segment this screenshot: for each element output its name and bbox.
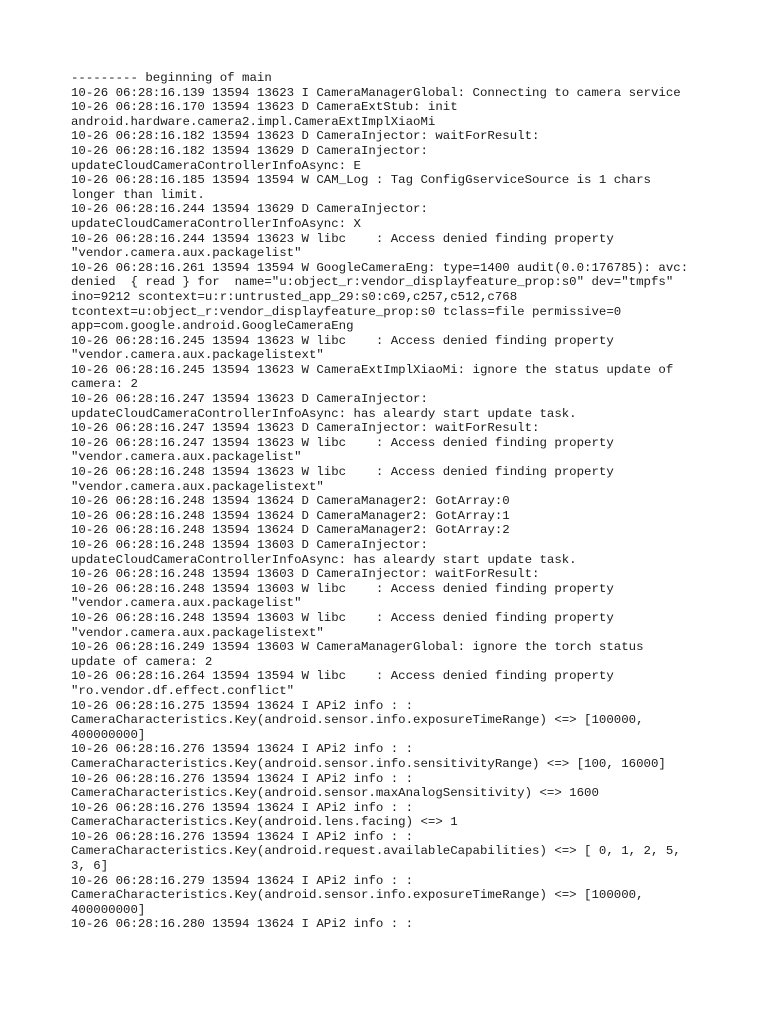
log-line: 10-26 06:28:16.248 13594 13624 D CameraManager2: GotArray:0 [71, 494, 510, 509]
log-line: "ro.vendor.df.effect.conflict" [71, 683, 295, 698]
log-line: 10-26 06:28:16.276 13594 13624 I APi2 info : : [71, 742, 414, 757]
log-line: 10-26 06:28:16.248 13594 13603 D CameraInjector: waitForResult: [71, 567, 540, 582]
log-line: 10-26 06:28:16.280 13594 13624 I APi2 info : : [71, 917, 414, 932]
log-line: ino=9212 scontext=u:r:untrusted_app_29:s0:c69,c257,c512,c768 [71, 289, 518, 304]
log-line: 10-26 06:28:16.244 13594 13623 W libc : Access denied finding property [71, 231, 614, 246]
log-line: "vendor.camera.aux.packagelistext" [71, 348, 324, 363]
log-line: "vendor.camera.aux.packagelist" [71, 450, 302, 465]
log-line: 3, 6] [71, 859, 109, 874]
log-line: CameraCharacteristics.Key(android.request.availableCapabilities) <=> [ 0, 1, 2, 5, [71, 844, 681, 859]
log-line: 10-26 06:28:16.247 13594 13623 W libc : Access denied finding property [71, 435, 614, 450]
log-line: update of camera: 2 [71, 654, 213, 669]
log-line: CameraCharacteristics.Key(android.sensor.maxAnalogSensitivity) <=> 1600 [71, 786, 599, 801]
log-line: updateCloudCameraControllerInfoAsync: has aleardy start update task. [71, 552, 577, 567]
log-line: 10-26 06:28:16.248 13594 13624 D CameraManager2: GotArray:1 [71, 508, 510, 523]
log-line: 10-26 06:28:16.185 13594 13594 W CAM_Log : Tag ConfigGserviceSource is 1 chars [71, 173, 651, 188]
log-line: longer than limit. [71, 187, 205, 202]
log-line: 10-26 06:28:16.276 13594 13624 I APi2 info : : [71, 771, 414, 786]
log-line: 10-26 06:28:16.182 13594 13623 D CameraInjector: waitForResult: [71, 129, 540, 144]
log-line: 10-26 06:28:16.139 13594 13623 I CameraManagerGlobal: Connecting to camera service [71, 85, 681, 100]
log-line: 10-26 06:28:16.182 13594 13629 D CameraInjector: [71, 143, 428, 158]
log-line: camera: 2 [71, 377, 138, 392]
log-line: updateCloudCameraControllerInfoAsync: E [71, 158, 361, 173]
log-line: tcontext=u:object_r:vendor_displayfeature_prop:s0 tclass=file permissive=0 [71, 304, 622, 319]
log-line: "vendor.camera.aux.packagelistext" [71, 625, 324, 640]
log-line: 10-26 06:28:16.245 13594 13623 W CameraExtImplXiaoMi: ignore the status update of [71, 362, 674, 377]
log-line: 10-26 06:28:16.261 13594 13594 W GoogleCameraEng: type=1400 audit(0.0:176785): avc: [71, 260, 689, 275]
log-line: 10-26 06:28:16.248 13594 13624 D CameraManager2: GotArray:2 [71, 523, 510, 538]
log-line: 10-26 06:28:16.248 13594 13603 D CameraInjector: [71, 538, 428, 552]
log-line: 400000000] [71, 902, 146, 917]
log-line: updateCloudCameraControllerInfoAsync: has aleardy start update task. [71, 406, 577, 421]
log-line: 10-26 06:28:16.247 13594 13623 D CameraInjector: waitForResult: [71, 421, 540, 436]
log-line: 10-26 06:28:16.248 13594 13623 W libc : Access denied finding property [71, 465, 614, 480]
log-line: CameraCharacteristics.Key(android.sensor.info.exposureTimeRange) <=> [100000, [71, 888, 644, 903]
log-line: --------- beginning of main [71, 71, 272, 85]
log-text-block [71, 71, 711, 932]
log-line: "vendor.camera.aux.packagelistext" [71, 479, 324, 494]
log-line: 10-26 06:28:16.248 13594 13603 W libc : Access denied finding property [71, 581, 614, 596]
log-line: 10-26 06:28:16.247 13594 13623 D CameraInjector: [71, 392, 428, 407]
log-line: 10-26 06:28:16.170 13594 13623 D CameraExtStub: init [71, 100, 458, 115]
log-line: 400000000] [71, 727, 146, 742]
log-line: 10-26 06:28:16.276 13594 13624 I APi2 info : : [71, 800, 414, 815]
log-line: app=com.google.android.GoogleCameraEng [71, 319, 354, 334]
log-line: 10-26 06:28:16.275 13594 13624 I APi2 info : : [71, 698, 414, 713]
log-line: denied { read } for name="u:object_r:vendor_displayfeature_prop:s0" dev="tmpfs" [71, 275, 674, 290]
log-line: updateCloudCameraControllerInfoAsync: X [71, 216, 361, 231]
log-line: android.hardware.camera2.impl.CameraExtImplXiaoMi [71, 114, 436, 129]
log-line: 10-26 06:28:16.279 13594 13624 I APi2 info : : [71, 873, 414, 888]
log-line: 10-26 06:28:16.244 13594 13629 D CameraInjector: [71, 202, 428, 217]
log-line: CameraCharacteristics.Key(android.sensor.info.sensitivityRange) <=> [100, 16000] [71, 756, 666, 771]
log-line: "vendor.camera.aux.packagelist" [71, 596, 302, 611]
log-line: 10-26 06:28:16.249 13594 13603 W CameraManagerGlobal: ignore the torch status [71, 640, 644, 655]
log-line: 10-26 06:28:16.248 13594 13603 W libc : Access denied finding property [71, 610, 614, 625]
log-line: "vendor.camera.aux.packagelist" [71, 246, 302, 261]
log-line: CameraCharacteristics.Key(android.sensor.info.exposureTimeRange) <=> [100000, [71, 713, 644, 728]
log-line: CameraCharacteristics.Key(android.lens.facing) <=> 1 [71, 815, 458, 830]
log-line: 10-26 06:28:16.276 13594 13624 I APi2 info : : [71, 829, 414, 844]
log-line: 10-26 06:28:16.264 13594 13594 W libc : Access denied finding property [71, 669, 614, 684]
log-line: 10-26 06:28:16.245 13594 13623 W libc : Access denied finding property [71, 333, 614, 348]
